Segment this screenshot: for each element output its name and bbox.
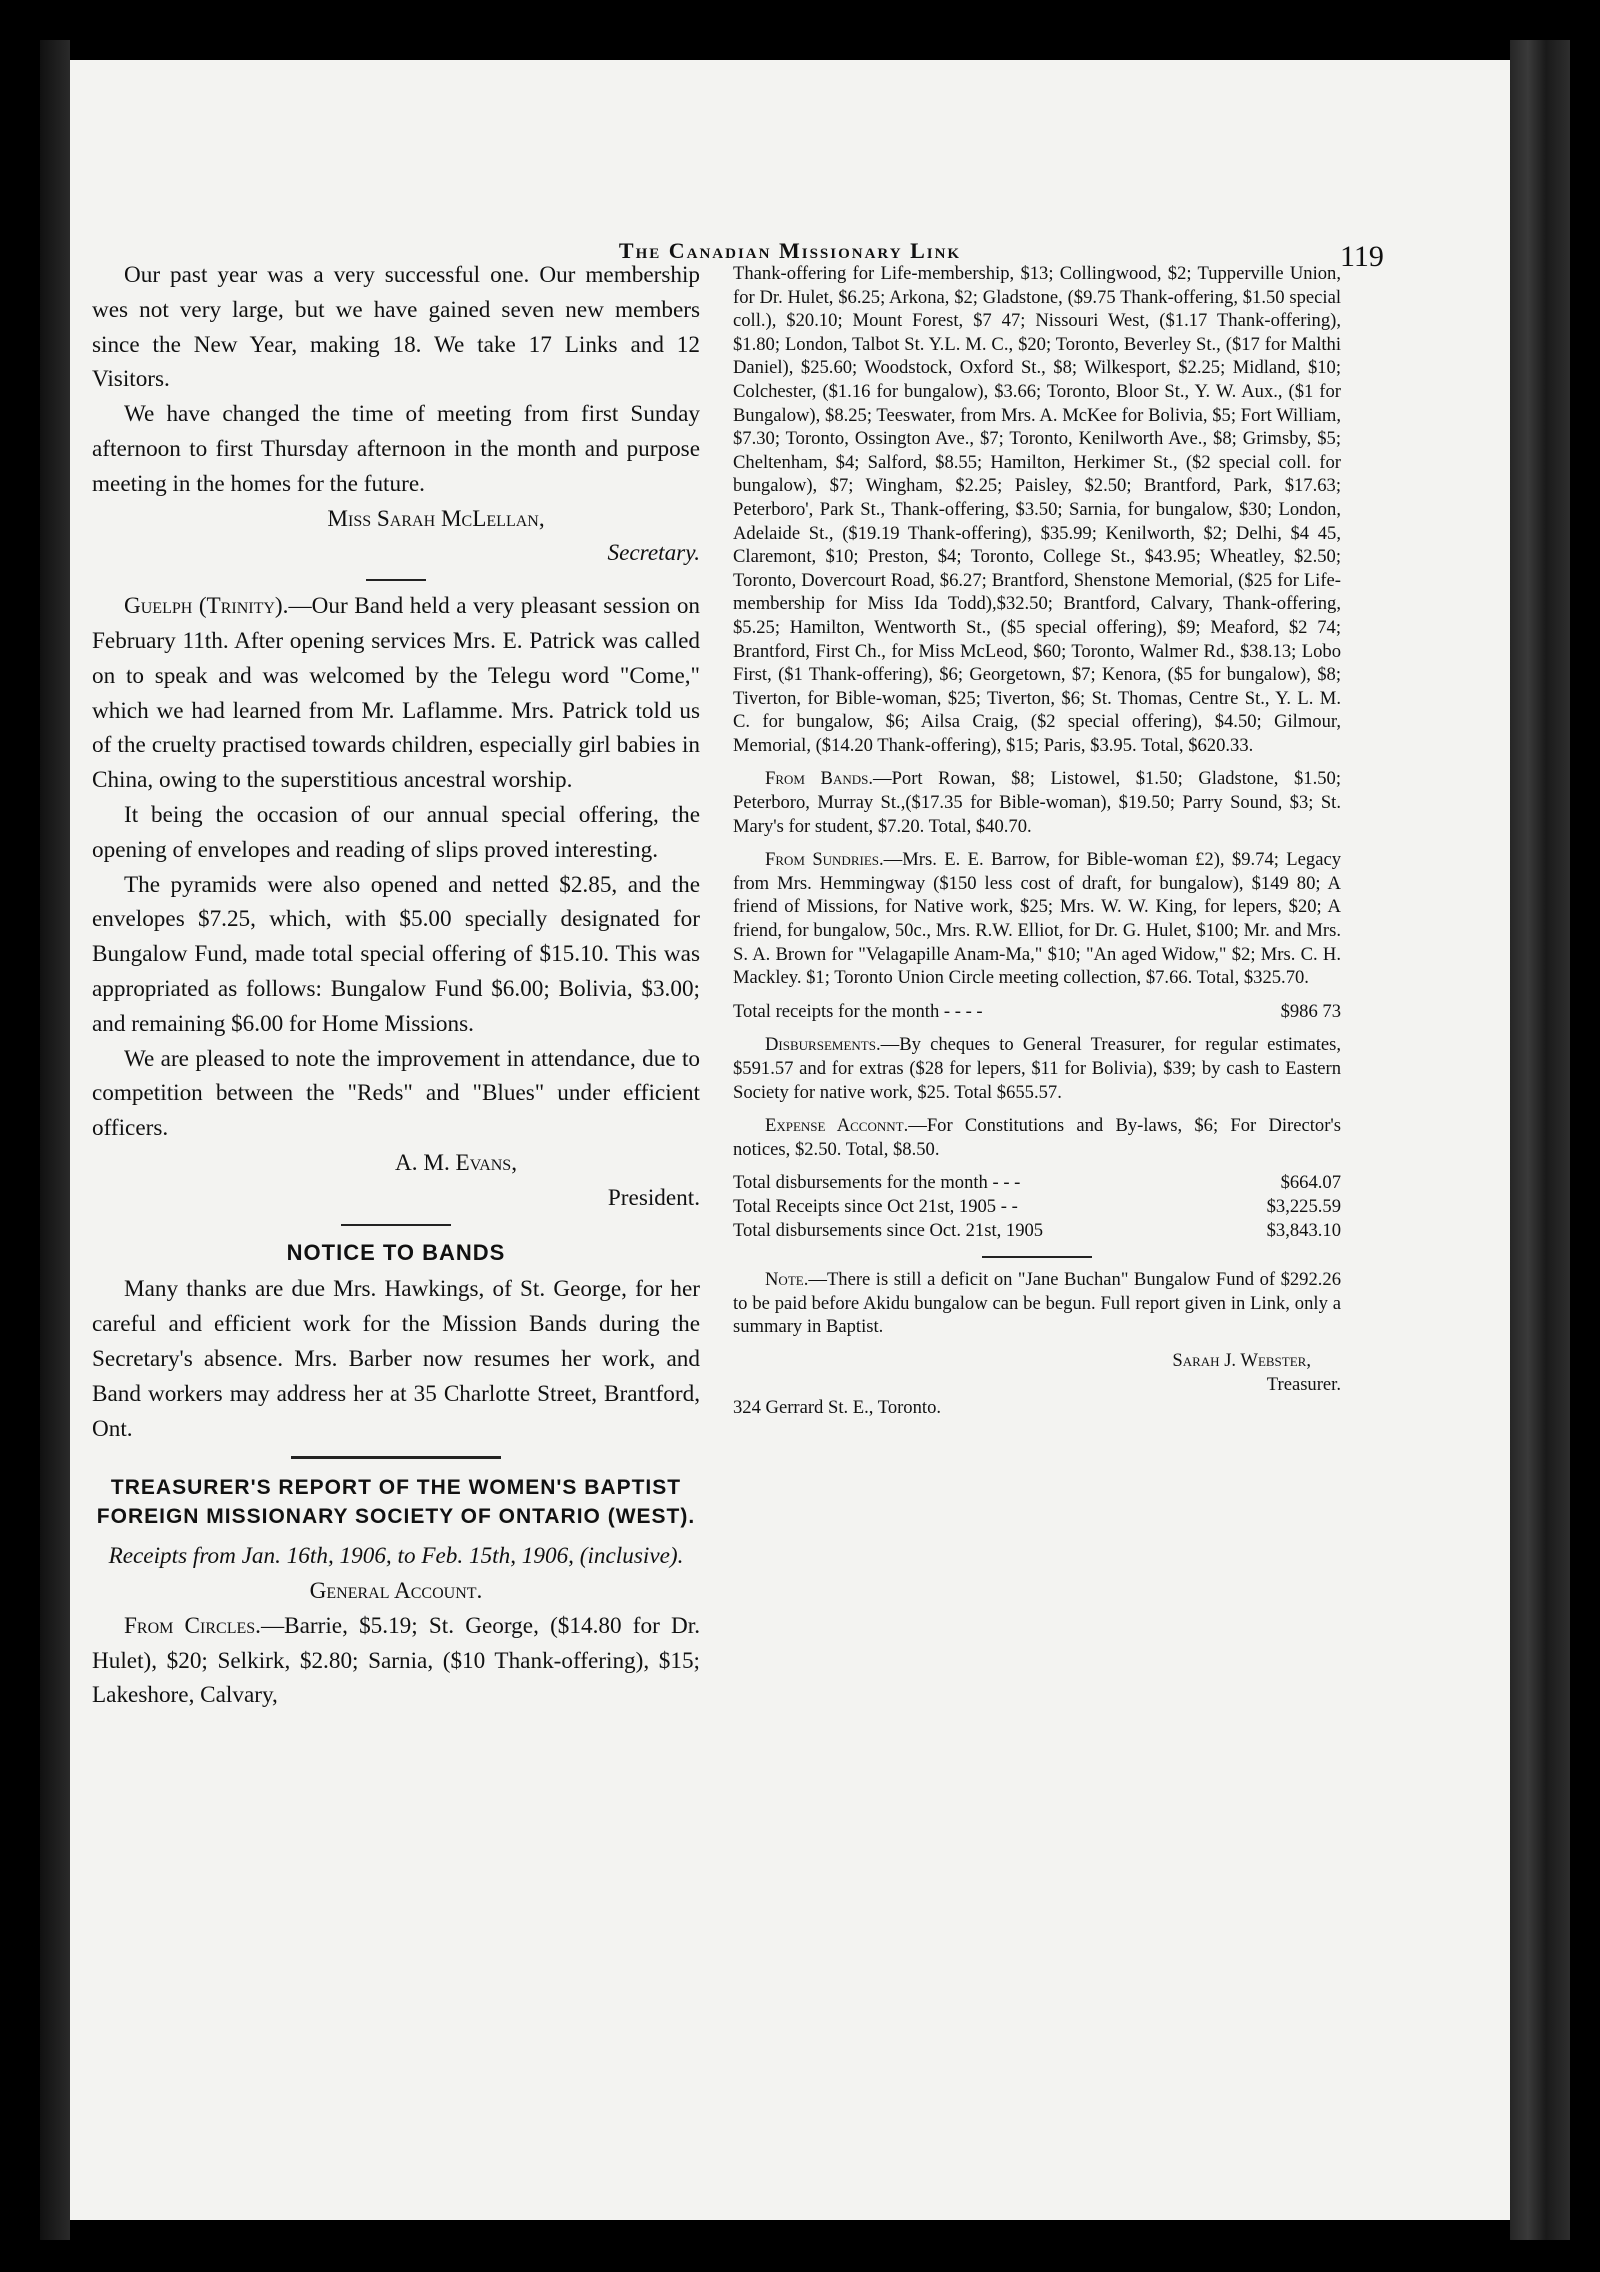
running-header: The Canadian Missionary Link [618,238,962,263]
paragraph: Many thanks are due Mrs. Hawkings, of St. George, for her careful and efficient work for the Mission Bands during the Secretary's absence. Mrs. Barber now resumes her work, and Band workers may address her at 35 Charlotte Street, Brantford, Ont. [92,1276,700,1442]
book-binding-left [40,40,70,2240]
paragraph: Thank-offering for Life-membership, $13; Collingwood, $2; Tupperville Union, for Dr. Hulet, $6.25; Arkona, $2; Gladstone, ($9.75 Thank-offering, $1.50 special coll.), $20.10; Mount Forest, $7 47; Nissouri West, ($1.17 Thank-offering), $1.80; London, Talbot St. Y.L. M. C., $20; Toronto, Beverley St., ($17 for Malthi Daniel), $25.60; Woodstock, Oxford St., $8; Wilkesport, $2.25; Midland, $10; Colchester, ($1.16 for bungalow), $3.66; Toronto, Bloor St., Y. W. Aux., ($1 for Bungalow), $8.25; Teeswater, from Mrs. A. McKee for Bolivia, $5; Fort William, $7.30; Toronto, Ossington Ave., $7; Toronto, Kenilworth Ave., $8; Grimsby, $5; Cheltenham, $4; Salford, $8.55; Hamilton, Herkimer St., ($2 special coll. for bungalow), $7; Wingham, $2.25; Paisley, $2.50; Brantford, Park, $17.63; Peterboro', Park St., Thank-offering, $3.50; Sarnia, for bungalow, $30; London, Adelaide St., ($19.19 Thank-offering), $35.99; Kenilworth, $2; Delhi, $4 45, Claremont, $10; Preston, $4; Toronto, College St., $43.95; Wheatley, $2.50; Toronto, Dovercourt Road, $6.27; Brantford, Shenstone Memorial, ($25 for Life-membership for Miss Ida Todd),$32.50; Brantford, Calvary, Thank-offering, $5.25; Hamilton, Wentworth St., ($5 special offering), $9; Meaford, $2 74; Brantford, First Ch., for Miss McLeod, $60; Toronto, Walmer Rd., $38.13; Lobo First, ($1 Thank-offering), $6; Georgetown, $7; Kenora, ($5 for bungalow), $8; Tiverton, for Bible-woman, $25; Tiverton, $6; St. Thomas, Centre St., Y. L. M. C. for bungalow, $6; Ailsa Craig, ($2 special offering), $4.50; Gilmour, Memorial, ($14.20 Thank-offering), $15; Paris, $3.95. Total, $620.33. [733,263,1341,756]
paragraph: The pyramids were also opened and netted $2.85, and the envelopes $7.25, which, with $5.00 specially designated for Bungalow Fund, made total special offering of $15.10. This was appropriated as follows: Bungalow Fund $6.00; Bolivia, $3.00; and remaining $6.00 for Home Missions. [92,871,700,1037]
paragraph [733,1114,1341,1161]
signature-role: Treasurer. [1266,1373,1341,1395]
paragraph [733,848,1341,990]
section-lead: From Sundries. [765,849,884,871]
paragraph [92,1609,700,1713]
divider [366,579,426,581]
total-value: $3,843.10 [1266,1219,1341,1241]
total-label: Total disbursements for the month - - - [733,1172,1021,1194]
total-row [733,1000,1341,1024]
total-value: $3,225.59 [1266,1195,1341,1217]
section-lead: From Bands. [765,768,873,790]
total-row [733,1195,1341,1219]
total-row [733,1219,1341,1243]
paragraph-text: —By cheques to General Treasurer, for regular estimates, $591.57 and for extras ($28 for lepers, $11 for Bolivia), $39; by cash to Eastern Society for native work, $25. Total $655.57. [733,1034,1341,1103]
paragraph-text: —Barrie, $5.19; St. George, ($14.80 for Dr. Hulet), $20; Selkirk, $2.80; Sarnia, ($10 Thank-offering), $15; Lakeshore, Calvary, [92,1612,701,1709]
section-lead: Note. [765,1269,809,1291]
notice-title: NOTICE TO BANDS [286,1239,506,1265]
signature-name: Miss Sarah McLellan, [327,505,545,532]
address: 324 Gerrard St. E., Toronto. [733,1397,942,1419]
total-row [733,1171,1341,1195]
paragraph: It being the occasion of our annual special offering, the opening of envelopes and reading of slips proved interesting. [92,801,700,863]
paragraph [733,1033,1341,1104]
total-label: Total Receipts since Oct 21st, 1905 - - [733,1195,1018,1217]
paragraph [733,1268,1341,1339]
section-lead: Guelph (Trinity). [124,593,289,620]
total-label: Total disbursements since Oct. 21st, 1905 [733,1219,1044,1241]
divider [341,1224,451,1226]
report-title: TREASURER'S REPORT OF THE WOMEN'S BAPTIST FOREIGN MISSIONARY SOCIETY OF ONTARIO (WEST). [96,1476,696,1529]
totals-list [733,1171,1341,1242]
section-lead: Disbursements. [765,1034,881,1056]
receipts-period: Receipts from Jan. 16th, 1906, to Feb. 15th, 1906, (inclusive). [108,1543,684,1570]
divider [982,1256,1092,1258]
paragraph [92,589,700,798]
total-value: $664.07 [1280,1172,1341,1194]
signature-name: A. M. Evans, [394,1149,517,1176]
paragraph-text: —There is still a deficit on "Jane Buchan" Bungalow Fund of $292.26 to be paid before Akidu bungalow can be begun. Full report given in Link, only a summary in Baptist. [733,1269,1341,1338]
page-number: 119 [1340,240,1384,273]
signature-name: Sarah J. Webster, [1172,1349,1311,1371]
section-lead: Expense Acconnt. [765,1115,909,1137]
left-column [92,258,700,1713]
paragraph: We have changed the time of meeting from first Sunday afternoon to first Thursday afternoon in the month and purpose meeting in the homes for the future. [92,401,700,497]
signature-role: Secretary. [607,540,700,567]
paragraph-text: —For Constitutions and By-laws, $6; For Director's notices, $2.50. Total, $8.50. [733,1115,1341,1160]
right-column [733,262,1341,1420]
paragraph [733,767,1341,838]
paragraph: Our past year was a very successful one. Our membership wes not very large, but we have gained seven new members since the New Year, making 18. We take 17 Links and 12 Visitors. [92,262,700,393]
total-label: Total receipts for the month - - - - [733,1000,983,1022]
total-value: $986 73 [1280,1000,1341,1022]
paragraph-text: —Our Band held a very pleasant session on February 11th. After opening services Mrs. E. Patrick was called on to speak and was welcomed by the Telegu word "Come," which we had learned from Mr. Laflamme. Mrs. Patrick told us of the cruelty practised towards children, especially girl babies in China, owing to the superstitious ancestral worship. [92,593,701,794]
book-binding-right [1510,40,1570,2240]
paragraph: We are pleased to note the improvement in attendance, due to competition between the "Reds" and "Blues" under efficient officers. [92,1045,700,1142]
account-heading: General Account. [309,1578,483,1605]
divider [291,1456,501,1459]
signature-role: President. [607,1184,700,1211]
section-lead: From Circles. [124,1612,261,1639]
paragraph-text: —Mrs. E. E. Barrow, for Bible-woman £2), $9.74; Legacy from Mrs. Hemmingway ($150 less cost of draft, for bungalow), $149 80; A friend of Missions, for Native work, $25; Mrs. W. W. King, for lepers, $20; A friend, for bungalow, 50c., Mrs. R.W. Elliot, for Dr. G. Hulet, $100; Mr. and Mrs. S. A. Brown for "Velagapille Anam-Ma," $10; "An aged Widow," $2; Mrs. C. H. Mackley. $1; Toronto Union Circle meeting collection, $7.66. Total, $325.70. [733,849,1341,989]
paragraph-text: —Port Rowan, $8; Listowel, $1.50; Gladstone, $1.50; Peterboro, Murray St.,($17.35 for Bible-woman), $19.50; Parry Sound, $3; St. Mary's for student, $7.20. Total, $40.70. [733,768,1341,837]
